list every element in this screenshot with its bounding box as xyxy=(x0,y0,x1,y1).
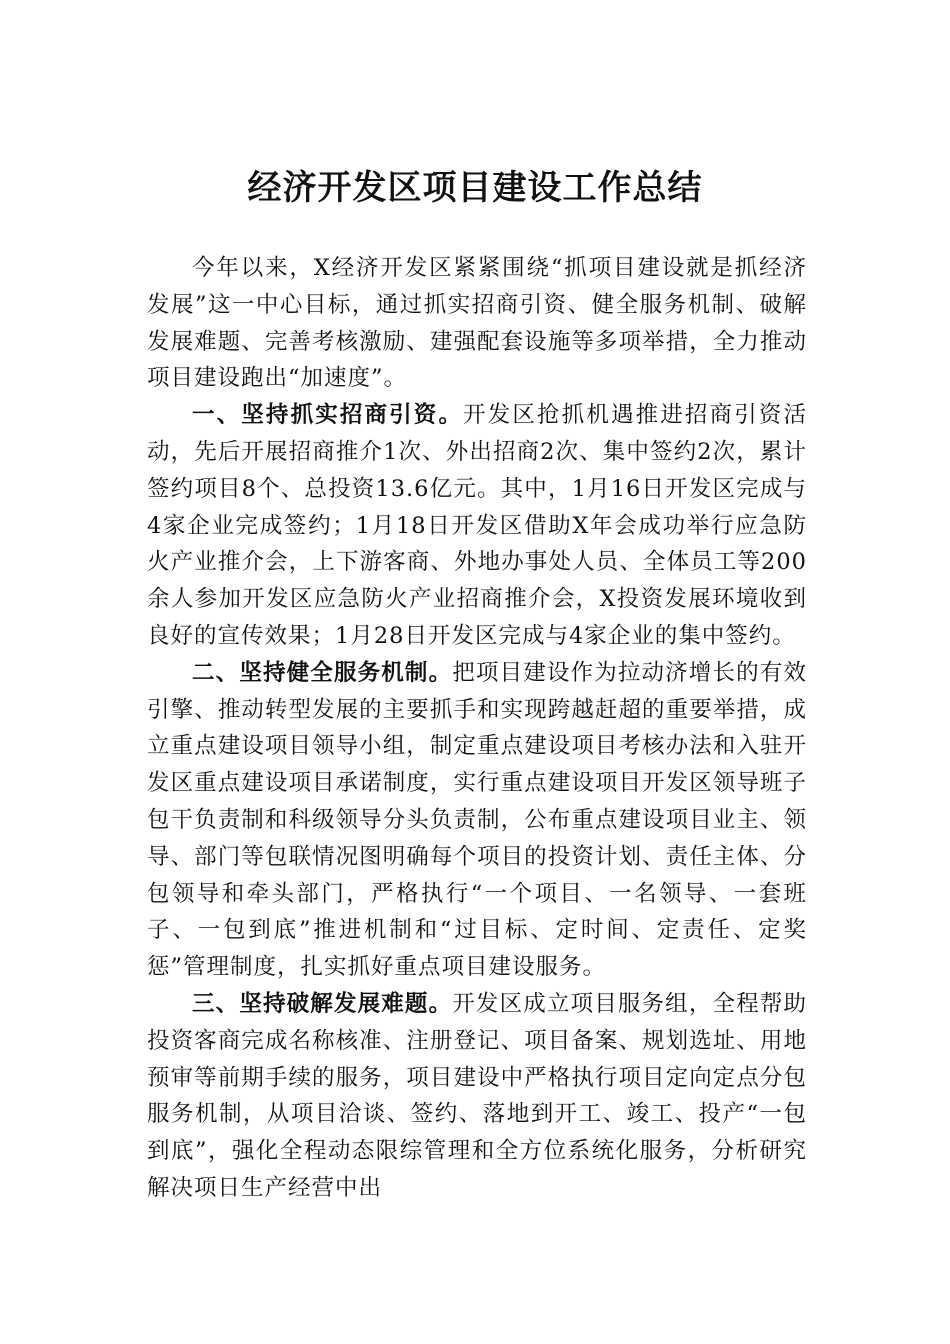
section-paragraph xyxy=(147,397,807,655)
section-paragraph xyxy=(147,655,807,986)
intro-paragraph: 今年以来，X经济开发区紧紧围绕“抓项目建设就是抓经济发展”这一中心目标，通过抓实招商引资、健全服务机制、破解发展难题、完善考核激励、建强配套设施等多项举措，全力推动项目建设跑出“加速度”。 xyxy=(147,255,807,392)
section-text: 开发区抢抓机遇推进招商引资活动，先后开展招商推介1次、外出招商2次、集中签约2次，累计签约项目8个、总投资13.6亿元。其中，1月16日开发区完成与4家企业完成签约；1月18日开发区借助X年会成功举行应急防火产业推介会，上下游客商、外地办事处人员、全体员工等200余人参加开发区应急防火产业招商推介会，X投资发展环境收到良好的宣传效果；1月28日开发区完成与4家企业的集中签约。 xyxy=(147,402,807,649)
section-heading: 二、坚持健全服务机制。 xyxy=(192,659,453,686)
section-text: 把项目建设作为拉动济增长的有效引擎、推动转型发展的主要抓手和实现跨越赶超的重要举措，成立重点建设项目领导小组，制定重点建设项目考核办法和入驻开发区重点建设项目承诺制度，实行重点建设项目开发区领导班子包干负责制和科级领导分头负责制，公布重点建设项目业主、领导、部门等包联情况图明确每个项目的投资计划、责任主体、分包领导和牵头部门，严格执行“一个项目、一名领导、一套班子、一包到底”推进机制和“过目标、定时间、定责任、定奖惩”管理制度，扎实抓好重点项目建设服务。 xyxy=(147,659,807,981)
document-title: 经济开发区项目建设工作总结 xyxy=(247,168,703,208)
section-heading: 一、坚持抓实招商引资。 xyxy=(192,402,464,429)
section-paragraph xyxy=(147,986,807,1207)
section-text: 开发区成立项目服务组，全程帮助投资客商完成名称核准、注册登记、项目备案、规划选址、用地预审等前期手续的服务，项目建设中严格执行项目定向定点分包服务机制，从项目洽谈、签约、落地到开工、竣工、投产“一包到底”，强化全程动态限综管理和全方位系统化服务，分析研究解决项日生产经营中出 xyxy=(147,990,807,1201)
section-heading: 三、坚持破解发展难题。 xyxy=(192,990,453,1017)
document-body xyxy=(147,250,807,1207)
